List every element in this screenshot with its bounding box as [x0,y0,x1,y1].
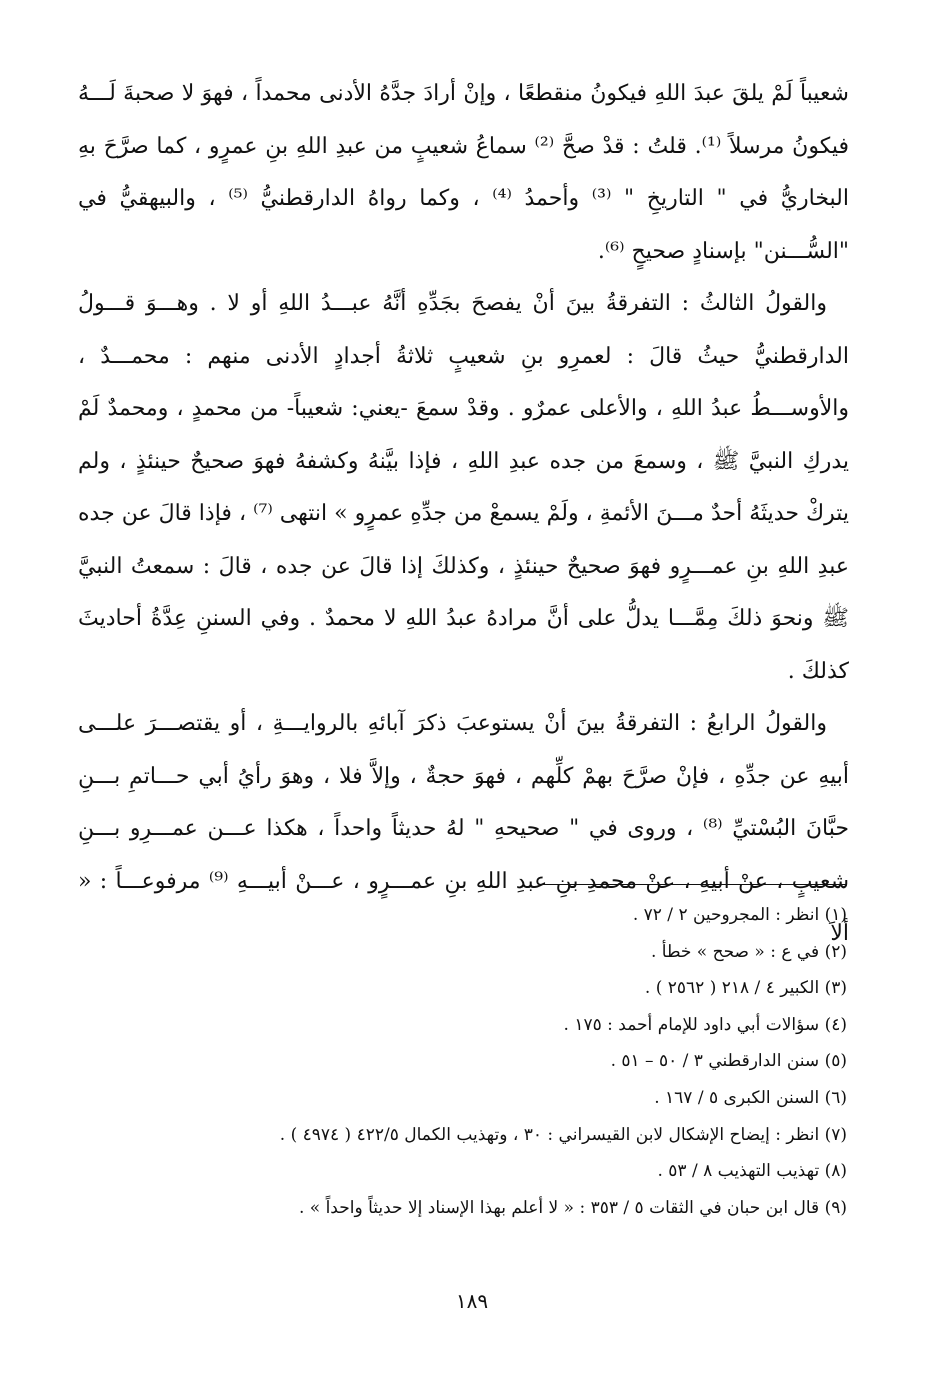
footnote-3: (٣) الكبير ٤ / ٢١٨ ( ٢٥٦٢ ) . [644,978,847,999]
footnotes [80,897,847,1226]
page-number: ١٨٩ [455,1289,489,1313]
footnote-5: (٥) سنن الدارقطني ٣ / ٥٠ – ٥١ . [610,1051,847,1072]
footnote-4: (٤) سؤالات أبي داود للإمام أحمد : ١٧٥ . [563,1014,847,1035]
footnote-7: (٧) انظر : إيضاح الإشكال لابن القيسراني : ٣٠ ، وتهذيب الكمال ٤٢٢/٥ ( ٤٩٧٤ ) . [279,1124,847,1145]
footnote-separator [541,884,847,885]
footnote-1: (١) انظر : المجروحين ٢ / ٧٢ . [632,905,847,925]
paragraph-3: والقولُ الرابعُ : التفرقةُ بينَ أنْ يستوعبَ ذكرَ آبائهِ بالروايـــةِ ، أو يقتصـــرَ علـــى أبيهِ عن جدِّهِ ، فإنْ صرَّحَ بهمْ كلِّهم ، فهوَ حجةٌ ، وإلاَّ فلا ، وهوَ رأيُ أبي حـــاتمِ بـــنِ حبَّانَ البُسْتيِّ ⁽⁸⁾ ، وروى في " صحيحهِ " لهُ حديثاً واحداً ، هكذا عـــن عمـــرِو بـــنِ شعيبٍ ، عنْ أبيهِ ، عنْ محمدِ بنِ عبدِ اللهِ بنِ عمـــرٍو ، عـــنْ أبيـــهِ ⁽⁹⁾ مرفوعـــاً : « ألاَ [78,711,849,946]
footnote-6: (٦) السنن الكبرى ٥ / ١٦٧ . [654,1087,847,1108]
footnote-2: (٢) في ع : « صحح » خطأ . [650,941,847,962]
footnote-9: (٩) قال ابن حبان في الثقات ٥ / ٣٥٣ : « لا أعلم بهذا الإسناد إلا حديثاً واحداً » . [298,1197,847,1218]
main-text [78,68,849,961]
paragraph-2: والقولُ الثالثُ : التفرقةُ بينَ أنْ يفصحَ بجَدِّهِ أنَّهُ عبـــدُ اللهِ أو لا . وهـــوَ قـــولُ الدارقطنيُّ حيثُ قالَ : لعمرِو بنِ شعيبٍ ثلاثةُ أجدادٍ الأدنى منهم : محمـــدٌ ، والأوســـطُ عبدُ اللهِ ، والأعلى عمرٌو . وقدْ سمعَ -يعني: شعيباً- من محمدٍ ، ومحمدٌ لَمْ يدركِ النبيَّ ﷺ ، وسمعَ من جده عبدِ اللهِ ، فإذا بيَّنهُ وكشفهُ فهوَ صحيحٌ حينئذٍ ، ولم يتركْ حديثَهُ أحدٌ مـــنَ الأئمةِ ، ولَمْ يسمعْ من جدِّهِ عمرٍو » انتهى ⁽⁷⁾ ، فإذا قالَ عن جده عبدِ اللهِ بنِ عمـــرٍو فهوَ صحيحٌ حينئذٍ ، وكذلكَ إذا قالَ عن جده ، قالَ : سمعتُ النبيَّ ﷺ ونحوَ ذلكَ مِمَّـــا يدلُّ على أنَّ مرادهُ عبدُ اللهِ لا محمدٌ . وفي السننِ عِدَّةُ أحاديثَ كذلكَ . [78,291,849,684]
footnote-8: (٨) تهذيب التهذيب ٨ / ٥٣ . [657,1161,847,1182]
paragraph-1: شعيباً لَمْ يلقَ عبدَ اللهِ فيكونُ منقطعًا ، وإنْ أرادَ جدَّهُ الأدنى محمداً ، فهوَ لا صحبةَ لَـــهُ فيكونُ مرسلاً ⁽¹⁾. قلتُ : قدْ صحَّ ⁽²⁾ سماعُ شعيبٍ من عبدِ اللهِ بنِ عمرٍو ، كما صرَّحَ بهِ البخاريُّ في " التاريخِ " ⁽³⁾ وأحمدُ ⁽⁴⁾ ، وكما رواهُ الدارقطنيُّ ⁽⁵⁾ ، والبيهقيُّ في "السُّـــنن" بإسنادٍ صحيحٍ ⁽⁶⁾. [78,81,850,264]
